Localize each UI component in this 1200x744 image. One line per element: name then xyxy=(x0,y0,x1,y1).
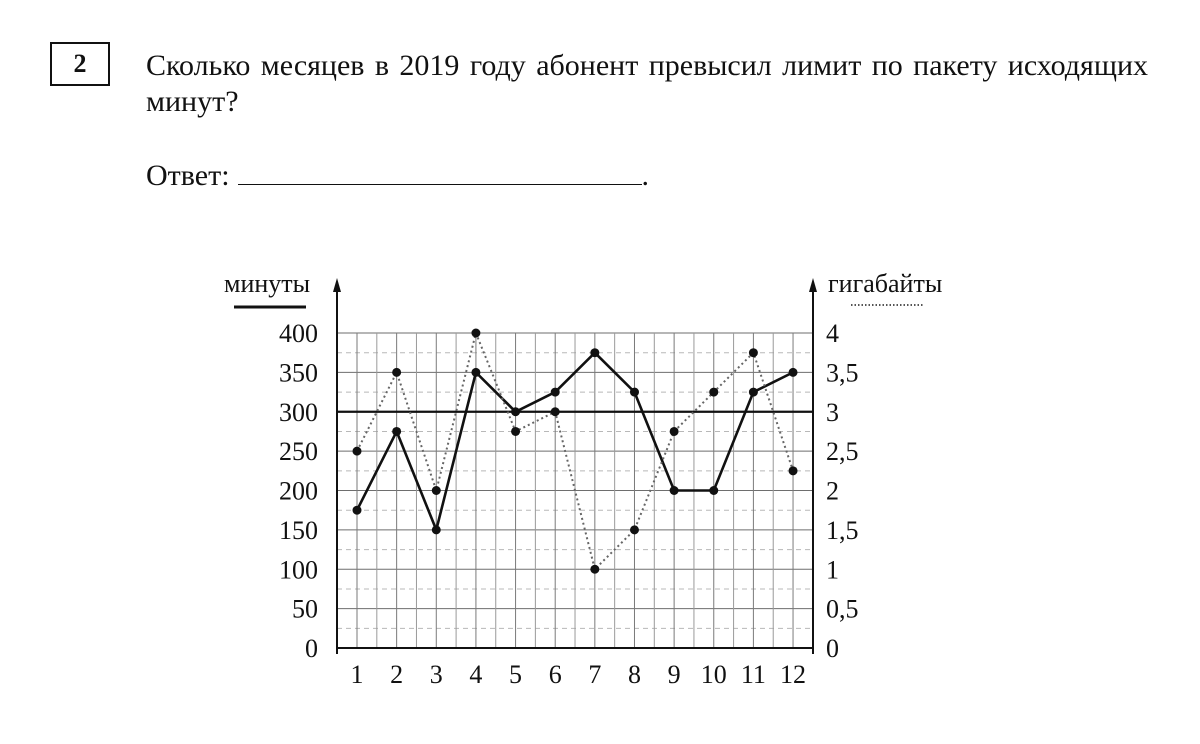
minutes-point xyxy=(353,506,362,515)
minutes-point xyxy=(511,407,520,416)
left-tick-label: 350 xyxy=(279,358,318,388)
minutes-point xyxy=(749,388,758,397)
gigabytes-point xyxy=(590,565,599,574)
gigabytes-point xyxy=(670,427,679,436)
x-tick-label: 8 xyxy=(627,660,641,689)
x-tick-label: 7 xyxy=(588,660,602,689)
right-tick-label: 2 xyxy=(826,476,839,506)
left-axis-title: минуты xyxy=(224,269,311,298)
right-tick-label: 3,5 xyxy=(826,358,859,388)
left-tick-label: 150 xyxy=(279,515,318,545)
answer-period: . xyxy=(641,159,650,192)
x-tick-label: 2 xyxy=(390,660,404,689)
right-tick-label: 0,5 xyxy=(826,594,859,624)
minutes-point xyxy=(392,427,401,436)
minutes-point xyxy=(670,486,679,495)
minutes-point xyxy=(551,388,560,397)
x-tick-label: 5 xyxy=(509,660,523,689)
minutes-point xyxy=(590,348,599,357)
gigabytes-point xyxy=(551,407,560,416)
gigabytes-point xyxy=(630,525,639,534)
question-text: Сколько месяцев в 2019 году абонент превысил лимит по пакету исходящих минут? xyxy=(146,49,1148,118)
right-tick-label: 0 xyxy=(826,634,839,663)
gigabytes-point xyxy=(432,486,441,495)
right-tick-label: 1 xyxy=(826,555,839,585)
left-tick-label: 300 xyxy=(279,397,318,427)
left-tick-label: 100 xyxy=(279,555,318,585)
right-tick-label: 2,5 xyxy=(826,437,859,467)
answer-label: Ответ: xyxy=(146,159,230,192)
right-tick-label: 1,5 xyxy=(826,515,859,545)
x-tick-label: 10 xyxy=(700,660,727,689)
gigabytes-point xyxy=(749,348,758,357)
left-tick-label: 400 xyxy=(279,319,318,348)
x-tick-label: 3 xyxy=(429,660,443,689)
x-tick-label: 6 xyxy=(548,660,562,689)
x-tick-label: 9 xyxy=(667,660,681,689)
left-axis-arrow xyxy=(333,278,341,292)
left-tick-label: 0 xyxy=(305,634,318,663)
x-tick-label: 4 xyxy=(469,660,483,689)
x-tick-label: 11 xyxy=(740,660,766,689)
gigabytes-point xyxy=(392,368,401,377)
minutes-point xyxy=(432,525,441,534)
gigabytes-point xyxy=(709,388,718,397)
tick-labels xyxy=(279,319,859,689)
right-axis-arrow xyxy=(809,278,817,292)
gigabytes-point xyxy=(511,427,520,436)
right-tick-label: 4 xyxy=(826,319,839,348)
gigabytes-point xyxy=(471,329,480,338)
right-axis-title: гигабайты xyxy=(828,269,943,298)
minutes-point xyxy=(630,388,639,397)
task-number: 2 xyxy=(50,42,110,86)
x-tick-label: 12 xyxy=(780,660,807,689)
right-tick-label: 3 xyxy=(826,397,839,427)
minutes-point xyxy=(789,368,798,377)
gigabytes-point xyxy=(789,466,798,475)
minutes-point xyxy=(709,486,718,495)
left-tick-label: 250 xyxy=(279,437,318,467)
minutes-point xyxy=(471,368,480,377)
left-tick-label: 200 xyxy=(279,476,318,506)
x-tick-label: 1 xyxy=(350,660,364,689)
left-tick-label: 50 xyxy=(292,594,318,624)
gigabytes-point xyxy=(353,447,362,456)
